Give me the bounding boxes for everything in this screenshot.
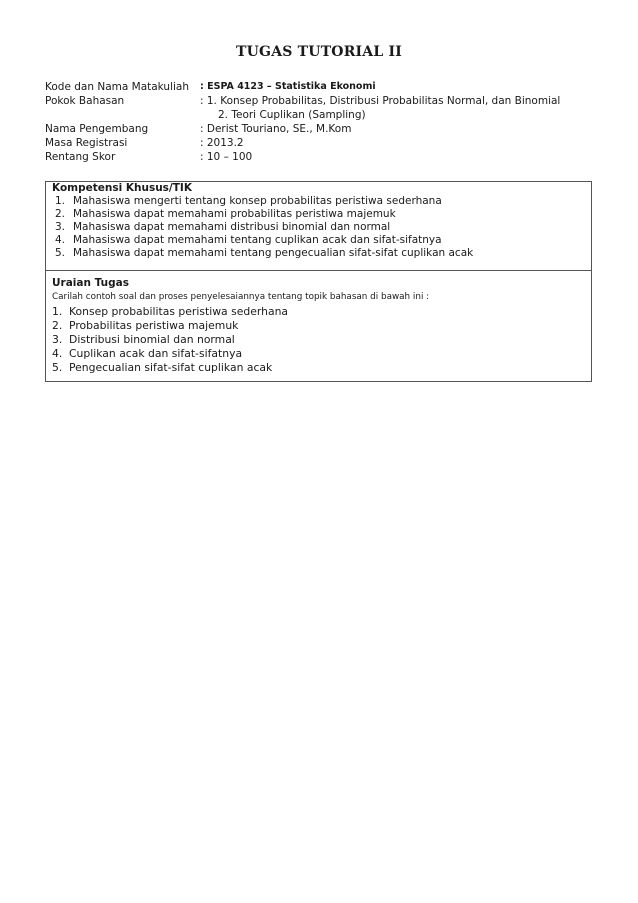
list-text: Probabilitas peristiwa majemuk [69, 319, 239, 332]
document-title: TUGAS TUTORIAL II [236, 44, 402, 60]
list-item [52, 221, 585, 234]
list-number: 1. [52, 305, 63, 318]
uraian-description: Carilah contoh soal dan proses penyelesaiannya tentang topik bahasan di bawah ini : [52, 292, 430, 302]
list-item [52, 195, 585, 208]
list-number: 5. [55, 247, 66, 259]
uraian-heading: Uraian Tugas [52, 277, 129, 289]
list-text: Konsep probabilitas peristiwa sederhana [69, 305, 289, 318]
list-number: 5. [52, 361, 63, 374]
list-item [52, 333, 585, 347]
info-label: Masa Registrasi [45, 137, 128, 149]
list-item [52, 247, 585, 260]
info-row-course [45, 80, 605, 94]
info-label: Rentang Skor [45, 151, 116, 163]
info-label [45, 108, 200, 122]
list-text: Mahasiswa dapat memahami tentang cuplikan acak dan sifat-sifatnya [73, 234, 442, 246]
list-text: Cuplikan acak dan sifat-sifatnya [69, 347, 243, 360]
list-number: 3. [52, 333, 63, 346]
info-value: : 10 – 100 [200, 151, 253, 163]
info-row-topic-continued [45, 108, 605, 122]
list-number: 3. [55, 221, 66, 233]
list-item [52, 305, 585, 319]
info-label: Nama Pengembang [45, 123, 149, 135]
info-label: Kode dan Nama Matakuliah [45, 81, 190, 93]
course-info [45, 80, 605, 164]
kompetensi-box [45, 181, 592, 271]
list-item [52, 234, 585, 247]
info-row-score-range [45, 150, 605, 164]
list-text: Pengecualian sifat-sifat cuplikan acak [69, 361, 273, 374]
list-text: Mahasiswa mengerti tentang konsep probabilitas peristiwa sederhana [73, 195, 442, 207]
list-number: 4. [52, 347, 63, 360]
info-row-registration [45, 136, 605, 150]
info-label: Pokok Bahasan [45, 95, 125, 107]
list-item [52, 347, 585, 361]
list-text: Mahasiswa dapat memahami tentang pengecualian sifat-sifat cuplikan acak [73, 247, 474, 259]
list-item [52, 208, 585, 221]
list-item [52, 361, 585, 375]
list-text: Mahasiswa dapat memahami distribusi binomial dan normal [73, 221, 391, 233]
uraian-box [45, 270, 592, 382]
list-number: 2. [55, 208, 66, 220]
list-number: 1. [55, 195, 66, 207]
info-value: : Derist Touriano, SE., M.Kom [200, 123, 352, 135]
list-number: 2. [52, 319, 63, 332]
info-value: : 1. Konsep Probabilitas, Distribusi Probabilitas Normal, dan Binomial [200, 95, 561, 107]
list-item [52, 319, 585, 333]
info-value: 2. Teori Cuplikan (Sampling) [218, 109, 366, 121]
info-row-developer [45, 122, 605, 136]
list-text: Mahasiswa dapat memahami probabilitas peristiwa majemuk [73, 208, 396, 220]
info-value: : 2013.2 [200, 137, 244, 149]
list-number: 4. [55, 234, 66, 246]
info-row-topic [45, 94, 605, 108]
list-text: Distribusi binomial dan normal [69, 333, 235, 346]
kompetensi-heading: Kompetensi Khusus/TIK [52, 182, 192, 194]
info-value: : ESPA 4123 – Statistika Ekonomi [200, 81, 376, 92]
